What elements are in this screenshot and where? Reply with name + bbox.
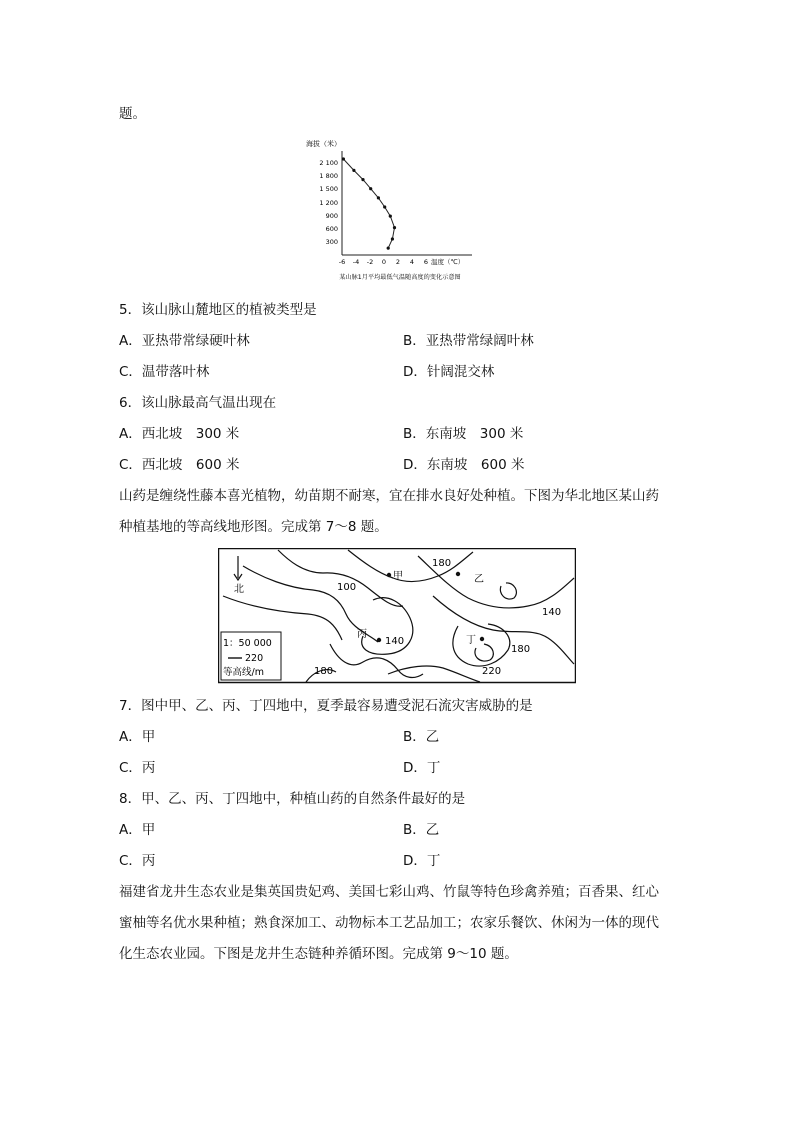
point-bing: 丙 [357, 629, 367, 640]
point-jia: 甲 [393, 571, 403, 582]
temperature-altitude-chart [300, 133, 500, 285]
map-scale: 1：50 000 [223, 638, 272, 649]
legend-contour-value: 220 [245, 653, 264, 664]
q6-option-d[interactable]: D．东南坡 600 米 [403, 457, 525, 473]
data-point [387, 247, 390, 250]
intro-tail: 题。 [119, 106, 146, 122]
legend-contour-label: 等高线/m [223, 667, 264, 678]
q5-stem: 5．该山脉山麓地区的植被类型是 [119, 302, 317, 318]
data-point [383, 205, 386, 208]
contour-label: 220 [482, 666, 502, 677]
chart-xlabel: 温度（℃） [431, 258, 465, 266]
x-tick: -4 [352, 258, 360, 266]
chart-series [342, 157, 396, 249]
contour-label: 180 [511, 644, 531, 655]
contour-label: 180 [314, 666, 334, 677]
data-point [369, 187, 372, 190]
q7-option-d[interactable]: D．丁 [403, 760, 441, 776]
contour-label: 180 [432, 558, 452, 569]
q6-option-a[interactable]: A．西北坡 300 米 [119, 426, 240, 442]
passage3-line2: 蜜柚等名优水果种植；熟食深加工、动物标本工艺品加工；农家乐餐饮、休闲为一体的现代 [119, 915, 659, 931]
q7-stem: 7．图中甲、乙、丙、丁四地中，夏季最容易遭受泥石流灾害威胁的是 [119, 698, 533, 714]
q6-stem: 6．该山脉最高气温出现在 [119, 395, 277, 411]
contour-label: 140 [542, 607, 562, 618]
north-label: 北 [234, 584, 244, 595]
y-tick: 1 200 [319, 199, 338, 207]
x-tick: 2 [395, 258, 401, 266]
q5-option-d[interactable]: D．针阔混交林 [403, 364, 495, 380]
contour-map [218, 548, 576, 684]
data-point [352, 169, 355, 172]
y-tick: 2 100 [319, 159, 338, 167]
x-tick: -2 [366, 258, 374, 266]
passage2-line2: 种植基地的等高线地形图。完成第 7～8 题。 [119, 519, 388, 535]
y-tick: 1 500 [319, 185, 338, 193]
q8-option-b[interactable]: B．乙 [403, 822, 440, 838]
point-ding: 丁 [466, 635, 476, 646]
series-line [343, 159, 394, 248]
q5-option-a[interactable]: A．亚热带常绿硬叶林 [119, 333, 250, 349]
x-tick: 4 [409, 258, 415, 266]
map-legend [221, 632, 281, 680]
y-tick: 900 [325, 212, 338, 220]
y-tick: 300 [325, 238, 338, 246]
q6-option-b[interactable]: B．东南坡 300 米 [403, 426, 524, 442]
x-tick: -6 [338, 258, 346, 266]
point-yi: 乙 [474, 574, 484, 585]
chart-caption: 某山脉1月平均最低气温随高度的变化示意图 [339, 274, 461, 281]
q7-option-b[interactable]: B．乙 [403, 729, 440, 745]
chart-ylabel: 海拔（米） [306, 140, 341, 148]
q8-stem: 8．甲、乙、丙、丁四地中，种植山药的自然条件最好的是 [119, 791, 466, 807]
q8-option-c[interactable]: C．丙 [119, 853, 156, 869]
q5-option-c[interactable]: C．温带落叶林 [119, 364, 210, 380]
y-tick: 600 [325, 225, 338, 233]
q6-option-c[interactable]: C．西北坡 600 米 [119, 457, 240, 473]
q7-option-a[interactable]: A．甲 [119, 729, 156, 745]
data-point [342, 157, 345, 160]
q8-option-d[interactable]: D．丁 [403, 853, 441, 869]
data-point [389, 215, 392, 218]
q7-option-c[interactable]: C．丙 [119, 760, 156, 776]
contour-label: 100 [337, 582, 357, 593]
passage3-line3: 化生态农业园。下图是龙井生态链种养循环图。完成第 9～10 题。 [119, 946, 518, 962]
x-tick: 0 [381, 258, 387, 266]
x-tick: 6 [423, 258, 429, 266]
contour-label: 140 [385, 636, 405, 647]
data-point [377, 196, 380, 199]
data-point [393, 226, 396, 229]
data-point [391, 237, 394, 240]
passage2-line1: 山药是缠绕性藤本喜光植物，幼苗期不耐寒，宜在排水良好处种植。下图为华北地区某山药 [119, 488, 659, 504]
q5-option-b[interactable]: B．亚热带常绿阔叶林 [403, 333, 534, 349]
q8-option-a[interactable]: A．甲 [119, 822, 156, 838]
data-point [361, 178, 364, 181]
passage3-line1: 福建省龙井生态农业是集英国贵妃鸡、美国七彩山鸡、竹鼠等特色珍禽养殖；百香果、红心 [119, 884, 659, 900]
y-tick: 1 800 [319, 172, 338, 180]
